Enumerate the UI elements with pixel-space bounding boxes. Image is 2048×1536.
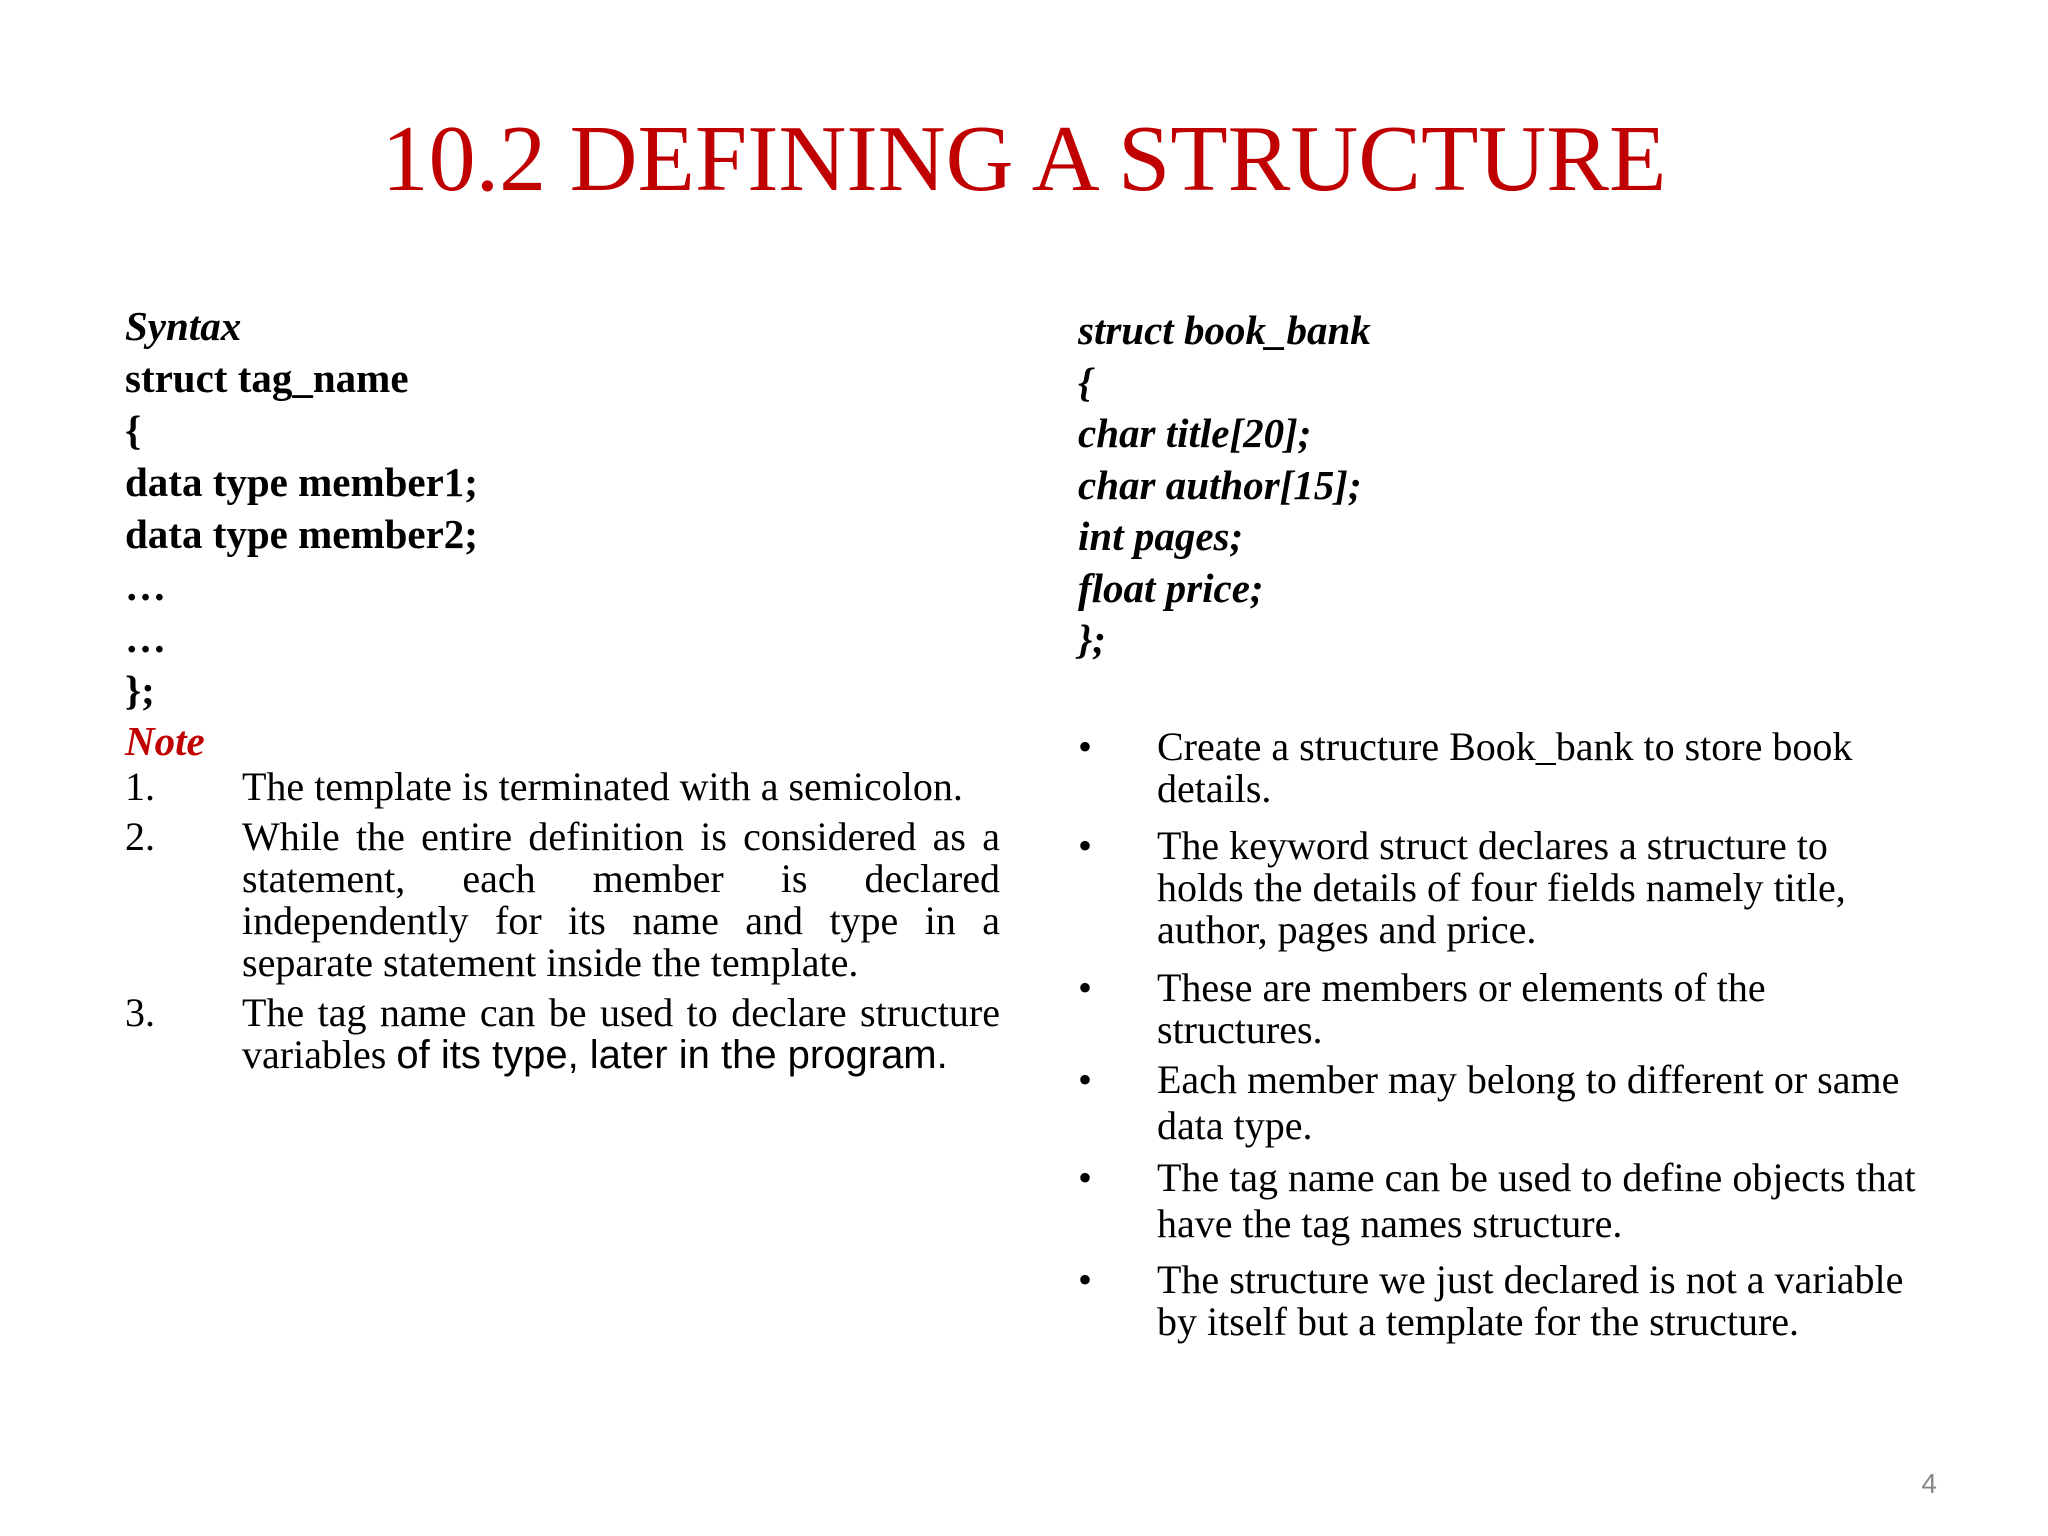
bullet-marker: • — [1078, 965, 1093, 1010]
example-line: int pages; — [1078, 513, 1244, 559]
bullet-item — [1078, 967, 1918, 1051]
example-line: char title[20]; — [1078, 410, 1312, 456]
bullet-text: The keyword struct declares a structure to holds the details of four fields namely title, author, pages and price. — [1157, 823, 1846, 952]
example-line: }; — [1078, 616, 1106, 662]
bullet-text: Create a structure Book_bank to store book details. — [1157, 724, 1853, 811]
note-item — [125, 992, 1000, 1076]
syntax-line: data type member2; — [125, 511, 478, 557]
example-line: { — [1078, 358, 1093, 405]
bullet-item — [1078, 1259, 1918, 1343]
note-text-serif: The tag name can be used to declare structure variables — [242, 990, 1000, 1077]
bullet-marker: • — [1078, 1057, 1093, 1102]
note-item — [125, 766, 1000, 808]
note-number: 2. — [125, 814, 155, 859]
note-text: While the entire definition is considered as a statement, each member is declared independently for its name and type in a separate statement inside the template. — [242, 814, 1000, 985]
syntax-line: }; — [125, 667, 155, 713]
bullet-marker: • — [1078, 724, 1093, 769]
note-number: 3. — [125, 990, 155, 1035]
example-line: struct book_bank — [1078, 307, 1371, 353]
syntax-line: { — [125, 407, 142, 453]
note-text: The template is terminated with a semicolon. — [242, 764, 963, 809]
bullet-text: The structure we just declared is not a variable by itself but a template for the structure. — [1157, 1257, 1904, 1344]
bullet-item — [1078, 1057, 1918, 1149]
syntax-column — [125, 300, 1000, 1084]
syntax-label: Syntax — [125, 303, 242, 349]
bullet-text: The tag name can be used to define objects that have the tag names structure. — [1157, 1155, 1916, 1246]
explanation-bullet-list — [1078, 726, 1918, 1343]
example-line: float price; — [1078, 564, 1264, 611]
syntax-line: … — [125, 615, 166, 661]
syntax-line: data type member1; — [125, 459, 478, 505]
syntax-line: … — [125, 563, 166, 609]
example-code-block — [1078, 305, 1918, 666]
bullet-text: These are members or elements of the structures. — [1157, 965, 1766, 1052]
note-label: Note — [125, 718, 205, 764]
note-text-sans: of its type, later in the program. — [396, 1033, 948, 1077]
note-text — [242, 990, 1000, 1077]
bullet-item — [1078, 726, 1918, 810]
bullet-item — [1078, 1155, 1918, 1247]
bullet-item — [1078, 825, 1918, 951]
bullet-marker: • — [1078, 1155, 1093, 1200]
syntax-line: struct tag_name — [125, 355, 409, 401]
example-line: char author[15]; — [1078, 461, 1362, 508]
bullet-marker: • — [1078, 823, 1093, 868]
note-item — [125, 816, 1000, 984]
note-number: 1. — [125, 764, 155, 809]
slide-title: 10.2 DEFINING A STRUCTURE — [381, 107, 1667, 211]
bullet-text: Each member may belong to different or same data type. — [1157, 1057, 1900, 1148]
note-list — [125, 766, 1000, 1076]
page-number: 4 — [1921, 1468, 1937, 1499]
bullet-marker: • — [1078, 1257, 1093, 1302]
